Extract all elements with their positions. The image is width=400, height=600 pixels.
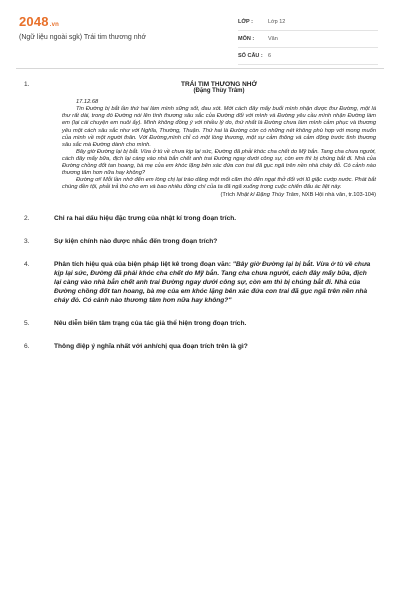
meta-row-question-count bbox=[238, 48, 378, 65]
page-header bbox=[16, 0, 384, 69]
question-text: Chỉ ra hai dấu hiệu đặc trưng của nhật kí trong đoạn trích. bbox=[54, 214, 237, 222]
meta-info-table bbox=[238, 14, 378, 65]
worksheet-subtitle: (Ngữ liệu ngoài sgk) Trái tim thương nhớ bbox=[19, 34, 147, 41]
meta-value: Lớp 12 bbox=[268, 19, 286, 25]
passage-paragraph: Tin Đường bị bắt lần thứ hai làm mình sững sốt, đau xót. Mới cách đây mấy buổi mình nhận được thư Đường, một lá thư rất dài, trong đó Đường nói lên tình thương sâu sắc của Đường đối với mình và Đường yêu cầu mình nhận Đường làm em (lại cái chuyện em nuôi ấy). Mình không đồng ý với nhiều lý do, thứ nhất là Đường chưa làm mình cảm phục và thương yêu một cách sâu sắc như với Nghĩa, Thường, Thuận. Thứ hai là Đường còn có những nét không phù hợp với mong muốn của mình về một người thân. Với Đường,mình chỉ có một lòng thương, một sự cảm thông và cảm động trước tình thương sâu sắc mà Đường dành cho mình. bbox=[62, 106, 376, 148]
diary-date: 17.12.68 bbox=[76, 99, 99, 106]
meta-value: 6 bbox=[268, 53, 272, 59]
citation-prefix: (Trích bbox=[220, 192, 237, 199]
meta-value: Văn bbox=[268, 36, 278, 42]
question-item bbox=[16, 214, 384, 223]
question-item bbox=[16, 342, 384, 351]
question-item bbox=[16, 237, 384, 246]
citation-book: Nhật kí Đặng Thùy Trâm bbox=[236, 192, 299, 199]
meta-label: SỐ CÂU : bbox=[238, 53, 263, 59]
logo-domain: .vn bbox=[49, 22, 60, 28]
question-1-passage bbox=[16, 81, 384, 200]
site-logo[interactable] bbox=[19, 14, 59, 29]
logo-number: 2048 bbox=[19, 14, 49, 29]
question-number: 4. bbox=[24, 260, 30, 268]
question-number: 5. bbox=[24, 319, 30, 327]
question-quote: "Bây giờ Đường lại bị bắt. Vừa ở tù về chưa kịp lại sức, Đường đã phải khóc cha chết do Mỹ bắn. Tang cha chưa người, cách đây mấy bữa, địch lại càng vào nhà bắn chết anh trai Đường ngay dưới công sự, còn em thì bị chúng bắt đi. Nhà của Đường chồng đốt tan hoang, bà mẹ của em khóc lặng bên xác đứa con trai đã gục ngã trên nền nhà cháy đỏ. Có cảnh nào thương tâm hơn nữa hay không?" bbox=[54, 260, 371, 304]
passage-title: TRÁI TIM THƯƠNG NHỚ bbox=[180, 81, 258, 88]
question-text: Sự kiện chính nào được nhắc đến trong đoạn trích? bbox=[54, 237, 218, 245]
question-text: Thông điệp ý nghĩa nhất với anh/chị qua đoạn trích trên là gì? bbox=[54, 342, 248, 350]
question-number: 3. bbox=[24, 237, 30, 245]
meta-label: MÔN : bbox=[238, 36, 255, 42]
question-number: 1. bbox=[24, 81, 30, 88]
question-number: 6. bbox=[24, 342, 30, 350]
passage-paragraph: Đường ơi! Mỗi lần nhớ đến em lòng chị lại trào dâng một mối căm thù đến ngạt thở đối với lũ giặc cướp nước. Phát bắt chúng đền tội, phải trả thù cho em và bao nhiêu đồng chí của ta đã ngã xuống trong cuộc chiến đấu ác liệt này. bbox=[62, 177, 376, 191]
passage-paragraph: Bây giờ Đường lại bị bắt. Vừa ở tù về chưa kịp lại sức, Đường đã phải khóc cha chết do Mỹ bắn. Tang cha chưa người, cách đây mấy bữa, địch lại càng vào nhà bắn chết anh trai Đường ngay dưới công sự, còn em thì bị chúng bắt đi. Nhà của Đường chồng đốt tan hoang, bà mẹ của em khóc lặng bên xác đứa con trai đã gục ngã trên nền nhà cháy đỏ. Có cảnh nào thương tâm hơn nữa hay không? bbox=[62, 148, 376, 177]
meta-row-subject bbox=[238, 31, 378, 48]
question-number: 2. bbox=[24, 214, 30, 222]
meta-row-class bbox=[238, 14, 378, 31]
question-item bbox=[16, 260, 384, 305]
question-text: Phân tích hiệu quả của biện pháp liệt kê trong đoạn văn: bbox=[54, 260, 233, 268]
passage-author: (Đặng Thùy Trâm) bbox=[193, 88, 245, 95]
question-text: Nêu diễn biến tâm trạng của tác giả thể hiện trong đoạn trích. bbox=[54, 319, 247, 327]
passage-body bbox=[62, 81, 376, 200]
question-item bbox=[16, 319, 384, 328]
citation-suffix: , NXB Hội nhà văn, tr.103-104) bbox=[298, 192, 376, 199]
question-list bbox=[16, 214, 384, 351]
passage-citation bbox=[62, 192, 376, 199]
question-text-with-quote bbox=[54, 260, 384, 305]
meta-label: LỚP : bbox=[238, 19, 253, 25]
